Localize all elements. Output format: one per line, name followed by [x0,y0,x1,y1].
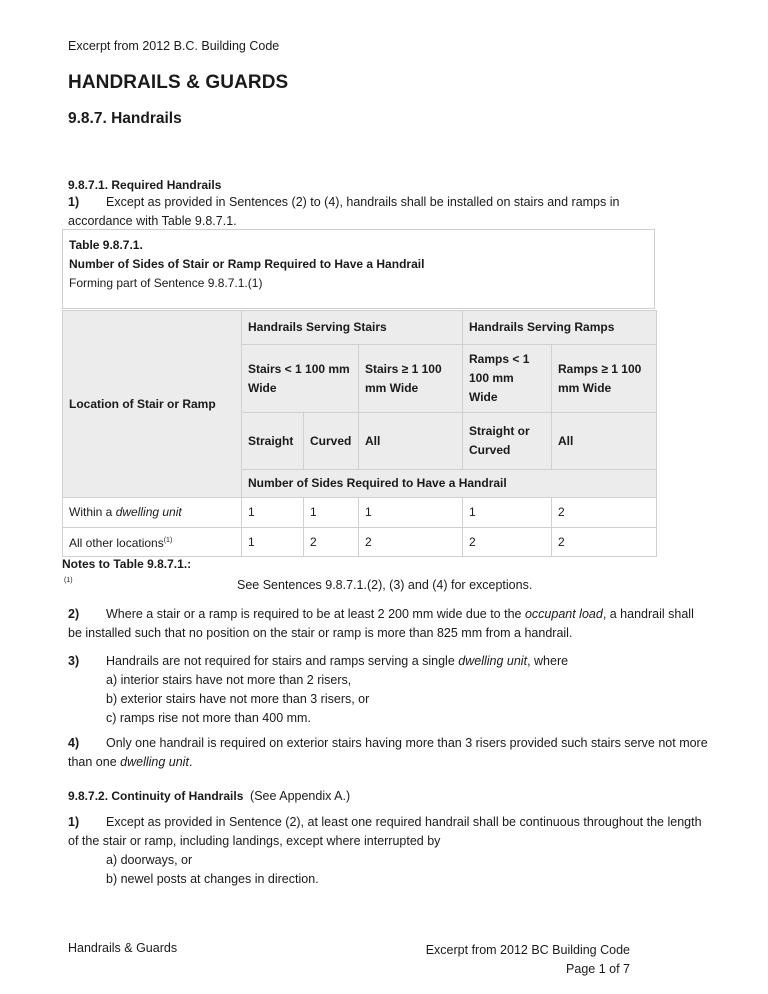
group-header-ramps: Handrails Serving Ramps [463,311,657,345]
cell-value: 1 [242,498,304,528]
section-heading: 9.8.7. Handrails [68,110,182,127]
group-header-stairs: Handrails Serving Stairs [242,311,463,345]
handrail-requirements-table [62,310,657,557]
header-stairs-narrow: Stairs < 1 100 mm Wide [242,345,359,413]
note-marker: (1) [64,577,73,584]
number-of-sides-header: Number of Sides Required to Have a Handrail [242,470,657,498]
page-number: Page 1 of 7 [566,962,630,976]
subheader-all-stairs: All [359,413,463,470]
cell-value: 1 [242,528,304,557]
cell-value: 1 [463,498,552,528]
location-header: Location of Stair or Ramp [63,311,242,498]
subheader-straight-or-curved: Straight or Curved [463,413,552,470]
paragraph-number: 1) [68,195,80,209]
footer-left: Handrails & Guards [68,941,178,955]
footer-right [426,941,630,979]
footnote-ref: (1) [163,537,173,544]
header-ramps-wide: Ramps ≥ 1 100 mm Wide [552,345,657,413]
table-subtitle: Forming part of Sentence 9.8.7.1.(1) [69,276,263,290]
paragraph-continuity-1: 1) Except as provided in Sentence (2), at least one required handrail shall be continuous throughout the length of the stair or ramp, including landings, except where interrupted by a) doorways, or b) newel posts at changes in direction. [68,813,708,889]
header-stairs-wide: Stairs ≥ 1 100 mm Wide [359,345,463,413]
table-row [63,528,657,557]
subheader-curved: Curved [304,413,359,470]
cell-value: 2 [552,528,657,557]
cell-value: 2 [463,528,552,557]
cell-value: 2 [304,528,359,557]
paragraph-1 [68,193,668,231]
list-item: a) doorways, or [106,853,193,867]
table-title: Number of Sides of Stair or Ramp Required to Have a Handrail [69,257,425,271]
subheader-all-ramps: All [552,413,657,470]
note-text: See Sentences 9.8.7.1.(2), (3) and (4) for exceptions. [237,578,533,592]
page-header: Excerpt from 2012 B.C. Building Code [68,39,280,53]
table-caption [62,229,655,309]
cell-value: 1 [304,498,359,528]
cell-value: 2 [359,528,463,557]
paragraph-4: 4) Only one handrail is required on exterior stairs having more than 3 risers provided such stairs serve not more than one dwelling unit. [68,736,708,769]
list-item: b) newel posts at changes in direction. [106,872,319,886]
table-row [63,498,657,528]
list-item: c) ramps rise not more than 400 mm. [106,711,311,725]
table-notes-title: Notes to Table 9.8.7.1.: [62,557,192,571]
paragraph-2: 2) Where a stair or a ramp is required to be at least 2 200 mm wide due to the occupant load, a handrail shall be installed such that no position on the stair or ramp is more than 825 mm from a handrail. [68,607,694,640]
row-label: Within a dwelling unit [63,498,242,528]
subsection-heading-required-handrails: 9.8.7.1. Required Handrails [68,178,222,192]
row-label: All other locations$^{(1)}$ [63,528,242,557]
document-title: HANDRAILS & GUARDS [68,72,289,93]
subheader-straight: Straight [242,413,304,470]
cell-value: 1 [359,498,463,528]
list-item: a) interior stairs have not more than 2 risers, [106,673,352,687]
footer-source: Excerpt from 2012 BC Building Code [425,943,630,957]
header-ramps-narrow: Ramps < 1 100 mm Wide [463,345,552,413]
subsection-heading-continuity: 9.8.7.2. Continuity of Handrails (See Appendix A.) [68,789,351,803]
list-item: b) exterior stairs have not more than 3 risers, or [106,692,370,706]
paragraph-text: Except as provided in Sentences (2) to (4), handrails shall be installed on stairs and ramps in accordance with Table 9.8.7.1. [68,195,620,228]
paragraph-3: 3) Handrails are not required for stairs and ramps serving a single dwelling unit, where a) interior stairs have not more than 2 risers, b) exterior stairs have not more than 3 risers, or c) ramps rise not more than 400 mm. [68,652,708,728]
table-number: Table 9.8.7.1. [69,238,143,252]
cell-value: 2 [552,498,657,528]
